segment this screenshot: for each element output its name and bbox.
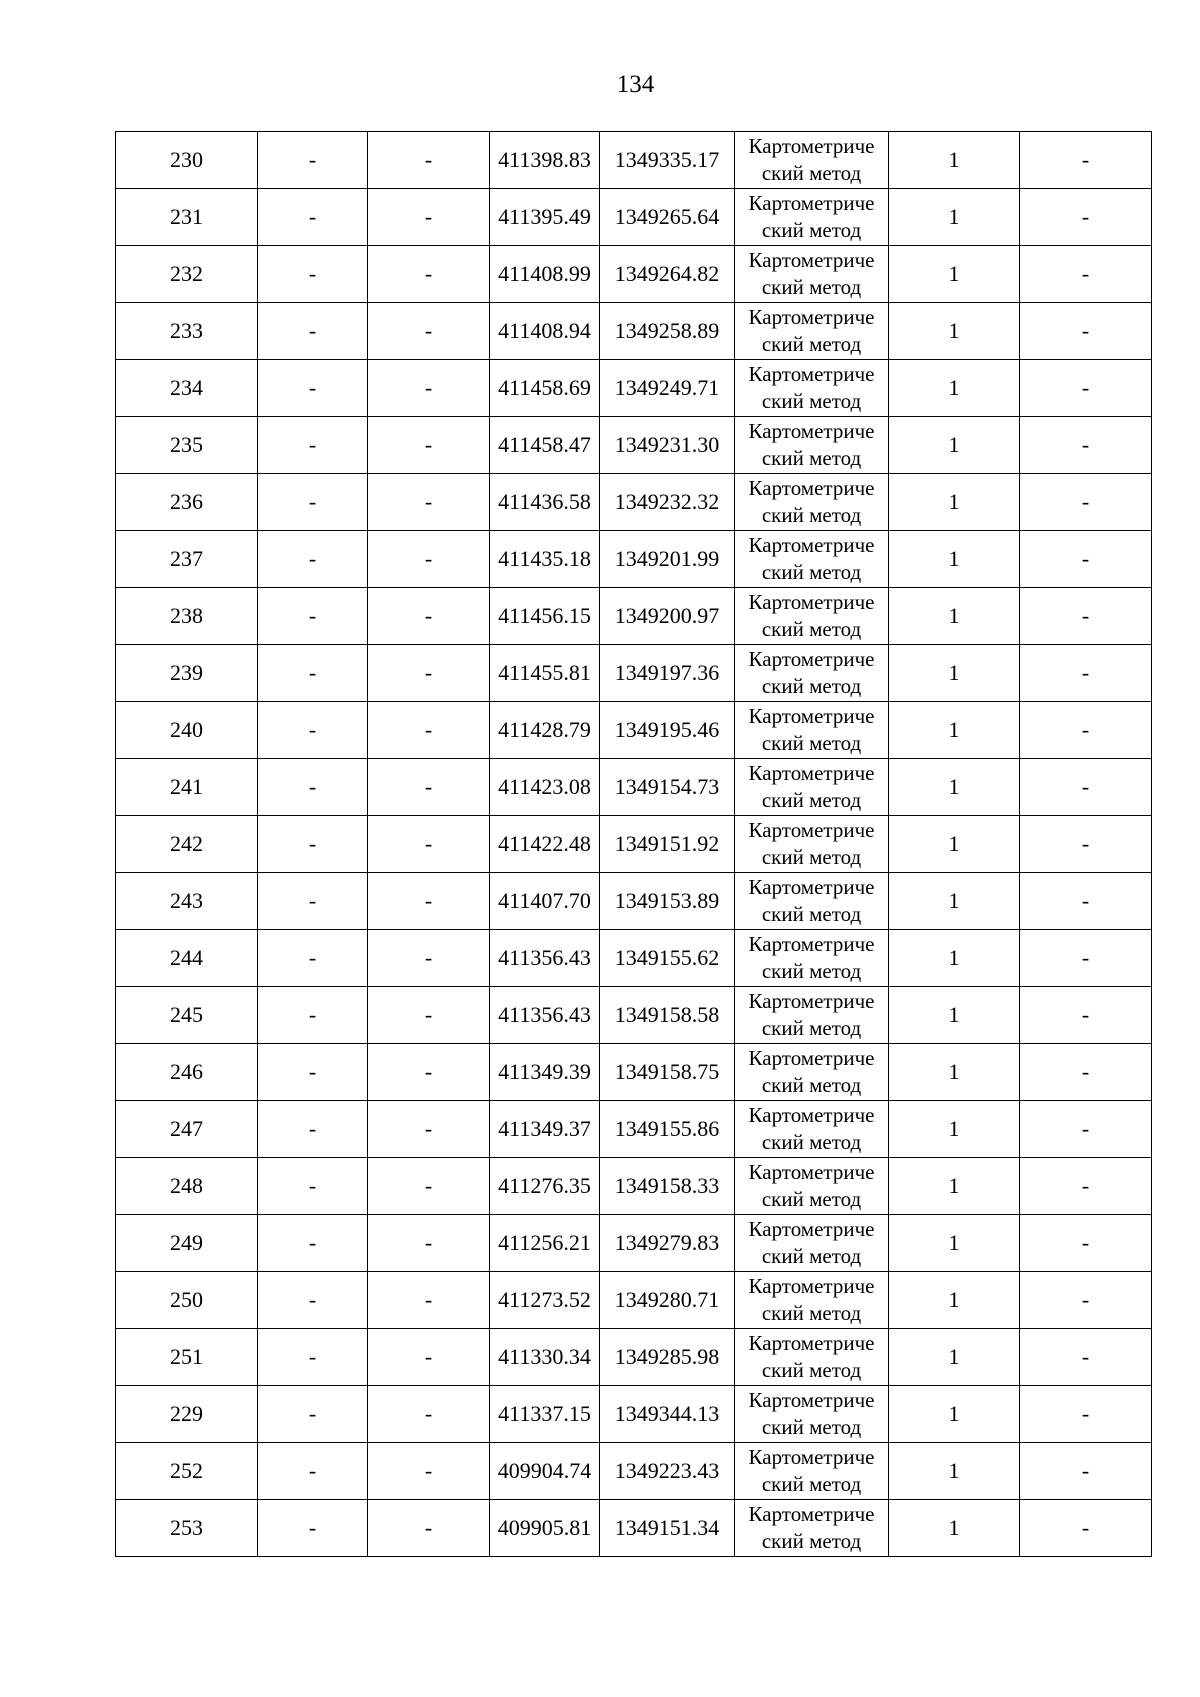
point-number-cell: 243 [116,873,258,930]
dash-cell: - [258,132,368,189]
point-number-cell: 251 [116,1329,258,1386]
y-coordinate-cell: 1349195.46 [600,702,735,759]
method-text-line: ский метод [761,218,862,242]
dash-cell: - [258,759,368,816]
method-cell [735,474,889,531]
y-coordinate-cell: 1349155.62 [600,930,735,987]
table-row [116,759,1152,816]
accuracy-cell: 1 [889,1158,1020,1215]
dash-cell: - [1020,132,1152,189]
accuracy-cell: 1 [889,1443,1020,1500]
method-text-line: Картометриче [748,1217,875,1241]
point-number-cell: 246 [116,1044,258,1101]
table-row [116,1500,1152,1557]
dash-cell: - [1020,1101,1152,1158]
accuracy-cell: 1 [889,1386,1020,1443]
dash-cell: - [258,360,368,417]
method-cell [735,930,889,987]
accuracy-cell: 1 [889,759,1020,816]
accuracy-cell: 1 [889,189,1020,246]
dash-cell: - [258,1443,368,1500]
dash-cell: - [1020,588,1152,645]
y-coordinate-cell: 1349153.89 [600,873,735,930]
dash-cell: - [258,531,368,588]
dash-cell: - [1020,1500,1152,1557]
method-text-line: ский метод [761,503,862,527]
method-cell [735,759,889,816]
method-cell [735,873,889,930]
y-coordinate-cell: 1349158.58 [600,987,735,1044]
table-row [116,531,1152,588]
dash-cell: - [1020,873,1152,930]
y-coordinate-cell: 1349335.17 [600,132,735,189]
accuracy-cell: 1 [889,873,1020,930]
dash-cell: - [1020,987,1152,1044]
accuracy-cell: 1 [889,303,1020,360]
dash-cell: - [1020,1443,1152,1500]
y-coordinate-cell: 1349158.75 [600,1044,735,1101]
dash-cell: - [368,1329,490,1386]
method-text-line: ский метод [761,731,862,755]
point-number-cell: 230 [116,132,258,189]
table-row [116,588,1152,645]
y-coordinate-cell: 1349279.83 [600,1215,735,1272]
accuracy-cell: 1 [889,588,1020,645]
point-number-cell: 250 [116,1272,258,1329]
table-row [116,1044,1152,1101]
x-coordinate-cell: 411407.70 [490,873,600,930]
method-text-line: ский метод [761,1472,862,1496]
method-cell [735,1386,889,1443]
method-text-line: ский метод [761,161,862,185]
dash-cell: - [1020,1329,1152,1386]
point-number-cell: 240 [116,702,258,759]
dash-cell: - [368,1215,490,1272]
method-text-line: ский метод [761,788,862,812]
dash-cell: - [1020,189,1152,246]
accuracy-cell: 1 [889,702,1020,759]
dash-cell: - [1020,417,1152,474]
table-row [116,987,1152,1044]
y-coordinate-cell: 1349249.71 [600,360,735,417]
method-text-line: Картометриче [748,1331,875,1355]
y-coordinate-cell: 1349231.30 [600,417,735,474]
x-coordinate-cell: 411349.37 [490,1101,600,1158]
dash-cell: - [1020,303,1152,360]
method-text-line: ский метод [761,1016,862,1040]
y-coordinate-cell: 1349151.34 [600,1500,735,1557]
method-text-line: ский метод [761,902,862,926]
method-text-line: Картометриче [748,1103,875,1127]
method-text-line: Картометриче [748,533,875,557]
point-number-cell: 237 [116,531,258,588]
method-cell [735,360,889,417]
y-coordinate-cell: 1349265.64 [600,189,735,246]
dash-cell: - [1020,702,1152,759]
accuracy-cell: 1 [889,1500,1020,1557]
method-text-line: Картометриче [748,362,875,386]
accuracy-cell: 1 [889,1044,1020,1101]
table-row [116,645,1152,702]
method-text-line: Картометриче [748,590,875,614]
point-number-cell: 232 [116,246,258,303]
table-row [116,246,1152,303]
point-number-cell: 249 [116,1215,258,1272]
table-body [116,132,1152,1557]
method-text-line: ский метод [761,1415,862,1439]
y-coordinate-cell: 1349200.97 [600,588,735,645]
point-number-cell: 229 [116,1386,258,1443]
accuracy-cell: 1 [889,246,1020,303]
method-text-line: Картометриче [748,932,875,956]
dash-cell: - [368,417,490,474]
dash-cell: - [1020,930,1152,987]
point-number-cell: 248 [116,1158,258,1215]
y-coordinate-cell: 1349258.89 [600,303,735,360]
accuracy-cell: 1 [889,417,1020,474]
table-row [116,1158,1152,1215]
accuracy-cell: 1 [889,360,1020,417]
dash-cell: - [368,1101,490,1158]
dash-cell: - [1020,360,1152,417]
dash-cell: - [1020,645,1152,702]
method-text-line: ский метод [761,959,862,983]
point-number-cell: 233 [116,303,258,360]
dash-cell: - [1020,531,1152,588]
table-row [116,360,1152,417]
dash-cell: - [1020,1272,1152,1329]
point-number-cell: 242 [116,816,258,873]
dash-cell: - [1020,1215,1152,1272]
method-text-line: Картометриче [748,305,875,329]
dash-cell: - [368,1044,490,1101]
x-coordinate-cell: 411337.15 [490,1386,600,1443]
dash-cell: - [258,702,368,759]
dash-cell: - [258,930,368,987]
dash-cell: - [368,987,490,1044]
x-coordinate-cell: 411455.81 [490,645,600,702]
accuracy-cell: 1 [889,1272,1020,1329]
dash-cell: - [368,588,490,645]
dash-cell: - [258,246,368,303]
dash-cell: - [258,1158,368,1215]
table-row [116,303,1152,360]
page-number: 134 [616,71,655,98]
dash-cell: - [258,987,368,1044]
y-coordinate-cell: 1349280.71 [600,1272,735,1329]
table-row [116,930,1152,987]
dash-cell: - [1020,1044,1152,1101]
table-row [116,1101,1152,1158]
x-coordinate-cell: 411408.94 [490,303,600,360]
x-coordinate-cell: 409905.81 [490,1500,600,1557]
table-row [116,1272,1152,1329]
y-coordinate-cell: 1349344.13 [600,1386,735,1443]
dash-cell: - [258,645,368,702]
x-coordinate-cell: 411273.52 [490,1272,600,1329]
method-text-line: ский метод [761,275,862,299]
method-text-line: ский метод [761,1529,862,1553]
y-coordinate-cell: 1349232.32 [600,474,735,531]
method-cell [735,303,889,360]
method-text-line: Картометриче [748,1046,875,1070]
table-row [116,1215,1152,1272]
method-text-line: ский метод [761,1130,862,1154]
point-number-cell: 253 [116,1500,258,1557]
dash-cell: - [368,531,490,588]
accuracy-cell: 1 [889,987,1020,1044]
dash-cell: - [1020,474,1152,531]
method-text-line: Картометриче [748,989,875,1013]
y-coordinate-cell: 1349158.33 [600,1158,735,1215]
method-text-line: Картометриче [748,248,875,272]
method-text-line: ский метод [761,1358,862,1382]
accuracy-cell: 1 [889,1329,1020,1386]
method-cell [735,132,889,189]
dash-cell: - [258,1329,368,1386]
table-row [116,417,1152,474]
dash-cell: - [258,474,368,531]
method-text-line: Картометриче [748,191,875,215]
x-coordinate-cell: 411436.58 [490,474,600,531]
table-row [116,132,1152,189]
method-cell [735,816,889,873]
table-row [116,816,1152,873]
dash-cell: - [1020,1158,1152,1215]
x-coordinate-cell: 411422.48 [490,816,600,873]
method-text-line: ский метод [761,389,862,413]
point-number-cell: 244 [116,930,258,987]
point-number-cell: 234 [116,360,258,417]
accuracy-cell: 1 [889,474,1020,531]
dash-cell: - [1020,246,1152,303]
method-cell [735,189,889,246]
dash-cell: - [368,360,490,417]
y-coordinate-cell: 1349151.92 [600,816,735,873]
x-coordinate-cell: 411398.83 [490,132,600,189]
x-coordinate-cell: 409904.74 [490,1443,600,1500]
method-cell [735,1044,889,1101]
dash-cell: - [258,1500,368,1557]
accuracy-cell: 1 [889,132,1020,189]
accuracy-cell: 1 [889,531,1020,588]
table-row [116,1386,1152,1443]
table-row [116,474,1152,531]
table-row [116,189,1152,246]
dash-cell: - [258,873,368,930]
method-text-line: ский метод [761,845,862,869]
method-cell [735,1158,889,1215]
method-cell [735,1500,889,1557]
accuracy-cell: 1 [889,1101,1020,1158]
dash-cell: - [368,246,490,303]
y-coordinate-cell: 1349197.36 [600,645,735,702]
dash-cell: - [368,1500,490,1557]
dash-cell: - [368,132,490,189]
method-text-line: ский метод [761,1301,862,1325]
x-coordinate-cell: 411395.49 [490,189,600,246]
point-number-cell: 236 [116,474,258,531]
method-text-line: ский метод [761,332,862,356]
method-text-line: Картометриче [748,1445,875,1469]
x-coordinate-cell: 411423.08 [490,759,600,816]
dash-cell: - [368,1386,490,1443]
method-text-line: ский метод [761,1244,862,1268]
point-number-cell: 245 [116,987,258,1044]
dash-cell: - [368,702,490,759]
method-text-line: Картометриче [748,647,875,671]
method-text-line: ский метод [761,1073,862,1097]
method-cell [735,1215,889,1272]
x-coordinate-cell: 411435.18 [490,531,600,588]
dash-cell: - [368,759,490,816]
accuracy-cell: 1 [889,1215,1020,1272]
method-cell [735,417,889,474]
method-text-line: Картометриче [748,875,875,899]
point-number-cell: 239 [116,645,258,702]
point-number-cell: 252 [116,1443,258,1500]
method-text-line: ский метод [761,674,862,698]
method-text-line: Картометриче [748,1160,875,1184]
dash-cell: - [368,873,490,930]
method-cell [735,987,889,1044]
method-text-line: Картометриче [748,818,875,842]
method-text-line: Картометриче [748,761,875,785]
y-coordinate-cell: 1349285.98 [600,1329,735,1386]
y-coordinate-cell: 1349154.73 [600,759,735,816]
method-text-line: Картометриче [748,476,875,500]
dash-cell: - [368,645,490,702]
method-text-line: ский метод [761,446,862,470]
x-coordinate-cell: 411458.47 [490,417,600,474]
accuracy-cell: 1 [889,645,1020,702]
dash-cell: - [1020,816,1152,873]
point-number-cell: 235 [116,417,258,474]
dash-cell: - [368,1443,490,1500]
dash-cell: - [258,1044,368,1101]
dash-cell: - [258,1386,368,1443]
y-coordinate-cell: 1349201.99 [600,531,735,588]
coordinates-table [115,131,1152,1557]
x-coordinate-cell: 411349.39 [490,1044,600,1101]
x-coordinate-cell: 411456.15 [490,588,600,645]
method-cell [735,645,889,702]
dash-cell: - [258,417,368,474]
method-cell [735,702,889,759]
method-text-line: Картометриче [748,1388,875,1412]
dash-cell: - [368,303,490,360]
dash-cell: - [1020,1386,1152,1443]
x-coordinate-cell: 411408.99 [490,246,600,303]
x-coordinate-cell: 411330.34 [490,1329,600,1386]
dash-cell: - [258,1272,368,1329]
accuracy-cell: 1 [889,816,1020,873]
method-text-line: ский метод [761,1187,862,1211]
accuracy-cell: 1 [889,930,1020,987]
method-cell [735,246,889,303]
dash-cell: - [1020,759,1152,816]
point-number-cell: 231 [116,189,258,246]
table-row [116,873,1152,930]
dash-cell: - [258,189,368,246]
method-cell [735,1329,889,1386]
method-cell [735,1443,889,1500]
method-cell [735,1272,889,1329]
dash-cell: - [368,1272,490,1329]
dash-cell: - [368,474,490,531]
dash-cell: - [368,1158,490,1215]
dash-cell: - [258,1215,368,1272]
method-cell [735,531,889,588]
x-coordinate-cell: 411428.79 [490,702,600,759]
method-cell [735,588,889,645]
y-coordinate-cell: 1349223.43 [600,1443,735,1500]
point-number-cell: 238 [116,588,258,645]
method-text-line: Картометриче [748,419,875,443]
point-number-cell: 241 [116,759,258,816]
dash-cell: - [368,816,490,873]
point-number-cell: 247 [116,1101,258,1158]
method-cell [735,1101,889,1158]
dash-cell: - [258,1101,368,1158]
method-text-line: Картометриче [748,1274,875,1298]
dash-cell: - [258,816,368,873]
dash-cell: - [368,930,490,987]
method-text-line: ский метод [761,617,862,641]
dash-cell: - [258,588,368,645]
dash-cell: - [368,189,490,246]
method-text-line: Картометриче [748,1502,875,1526]
x-coordinate-cell: 411276.35 [490,1158,600,1215]
x-coordinate-cell: 411356.43 [490,930,600,987]
x-coordinate-cell: 411356.43 [490,987,600,1044]
table-row [116,702,1152,759]
x-coordinate-cell: 411458.69 [490,360,600,417]
y-coordinate-cell: 1349264.82 [600,246,735,303]
method-text-line: Картометриче [748,704,875,728]
table-row [116,1329,1152,1386]
table-row [116,1443,1152,1500]
method-text-line: ский метод [761,560,862,584]
method-text-line: Картометриче [748,134,875,158]
x-coordinate-cell: 411256.21 [490,1215,600,1272]
dash-cell: - [258,303,368,360]
y-coordinate-cell: 1349155.86 [600,1101,735,1158]
